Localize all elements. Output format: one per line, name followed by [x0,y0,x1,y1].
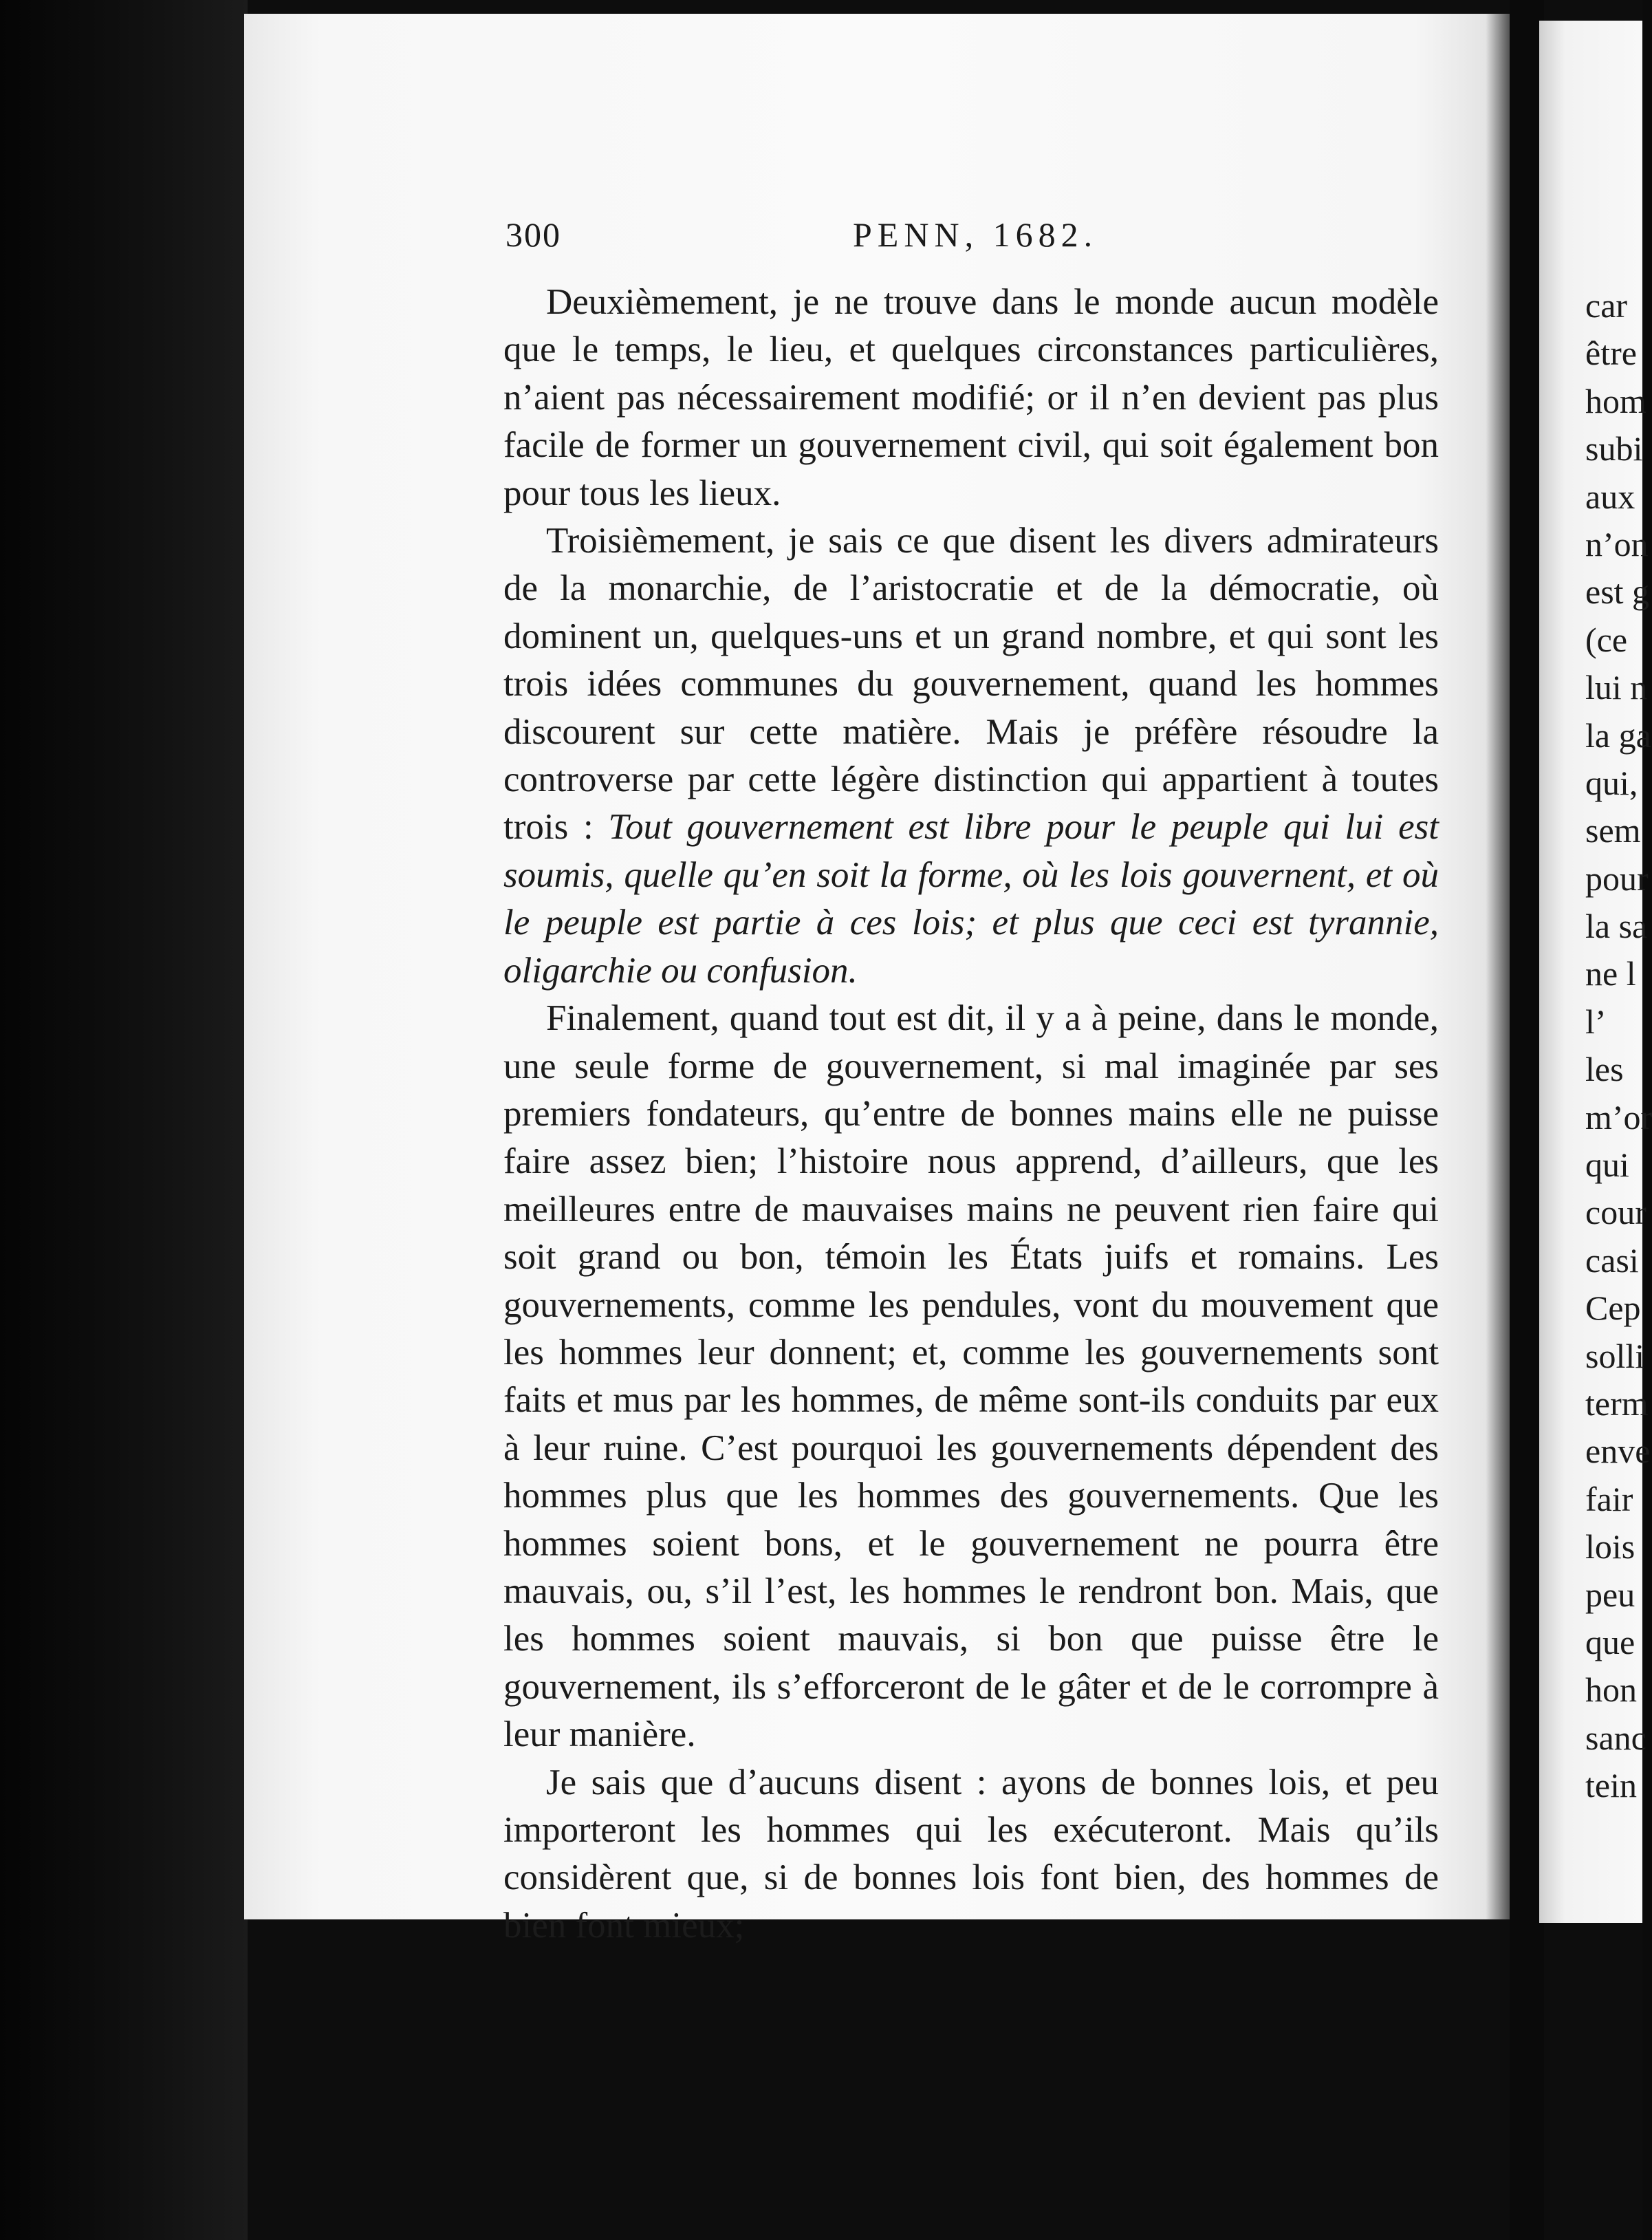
paragraph [503,279,1439,517]
paragraph [503,517,1439,995]
right-page-line-fragment: term [1585,1383,1649,1423]
text-run: Je sais que d’aucuns disent : ayons de bonnes lois, et peu importeront les hommes qui les exécuteront. Mais qu’ils considèrent que, si de bonnes lois font bien, des hommes de bien font mieux; [503,1762,1439,1946]
right-page-line-fragment: aux [1585,477,1635,516]
right-page-line-fragment: n’on [1585,524,1649,563]
right-page-text-fragments [1585,282,1652,1810]
right-page-line-fragment: ne l [1585,954,1636,993]
right-page-line-fragment: tein [1585,1766,1637,1805]
page-body-text [503,279,1439,1950]
right-page-line-fragment: cour [1585,1193,1646,1232]
right-page-line-fragment: qui, [1585,763,1638,802]
right-page-line-fragment: (ce [1585,620,1628,659]
right-page-line-fragment: lui n [1585,668,1648,707]
running-head [506,215,1427,256]
right-page-line-fragment: que [1585,1622,1635,1661]
right-page-line-fragment: être [1585,334,1637,373]
right-page-line-fragment: car [1585,286,1628,325]
right-page-line-fragment: qui [1585,1145,1629,1185]
right-page-line-fragment: subi [1585,429,1643,469]
paragraph [503,995,1439,1759]
binding-edge [0,0,248,2240]
right-page-line-fragment: pour [1585,859,1649,898]
running-title: PENN, 1682. [853,215,1098,254]
right-page-line-fragment: Cep [1585,1289,1641,1328]
right-page-line-fragment: sanc [1585,1718,1646,1757]
right-page-line-fragment: est g [1585,572,1650,612]
right-page-line-fragment: les [1585,1050,1624,1089]
right-page-line-fragment: l’ [1585,1002,1607,1041]
text-run: Finalement, quand tout est dit, il y a à peine, dans le monde, une seule forme de gouvernement, si mal imaginée par ses premiers fondateurs, qu’entre de bonnes mains elle ne puisse faire assez bien; l’histoire nous apprend, d’ailleurs, que les meilleures entre de mauvaises mains ne peuvent rien faire qui soit grand ou bon, témoin les États juifs et romains. Les gouvernements, comme les pendules, vont du mouvement que les hommes leur donnent; et, comme les gouvernements sont faits et mus par les hommes, de même sont-ils conduits par eux à leur ruine. C’est pourquoi les gouvernements dépendent des hommes plus que les hommes des gouvernements. Que les hommes soient bons, et le gouvernement ne pourra être mauvais, ou, s’il l’est, les hommes le rendront bon. Mais, que les hommes soient mauvais, si bon que puisse être le gouvernement, ils s’efforceront de le gâter et de le corrompre à leur manière. [503,998,1439,1755]
right-page-line-fragment: la ga [1585,715,1651,755]
text-run: Troisièmement, je sais ce que disent les divers admirateurs de la monarchie, de l’aristocratie et de la démocratie, où dominent un, quelques-uns et un grand nombre, et qui sont les trois idées communes du gouvernement, quand les hommes discourent sur cette matière. Mais je préfère résoudre la controverse par cette légère distinction qui appartient à toutes trois : [503,521,1439,848]
right-page-line-fragment: la sa [1585,907,1648,946]
text-run: Deuxièmement, je ne trouve dans le monde aucun modèle que le temps, le lieu, et quelques circonstances particulières, n’aient pas nécessairement modifié; or il n’en devient pas plus facile de former un gouvernement civil, qui soit également bon pour tous les lieux. [503,282,1439,513]
right-page-line-fragment: casi [1585,1240,1639,1280]
right-page-line-fragment: solli [1585,1336,1645,1375]
right-page-line-fragment: lois [1585,1527,1635,1566]
right-page-line-fragment: peu [1585,1575,1635,1614]
right-page-line-fragment: m’or [1585,1097,1652,1137]
paragraph [503,1759,1439,1950]
page-number: 300 [506,215,561,254]
right-page-line-fragment: sem [1585,811,1641,850]
right-page-line-fragment: hom [1585,381,1646,420]
italic-text-run: Tout gouvernement est libre pour le peuple qui lui est soumis, quelle qu’en soit la forme, où les lois gouvernent, et où le peuple est partie à ces lois; et plus que ceci est tyrannie, oligarchie ou confusion. [503,807,1439,991]
right-page-line-fragment: enve [1585,1432,1651,1471]
right-page-line-fragment: hon [1585,1670,1637,1710]
right-page-line-fragment: fair [1585,1479,1633,1518]
